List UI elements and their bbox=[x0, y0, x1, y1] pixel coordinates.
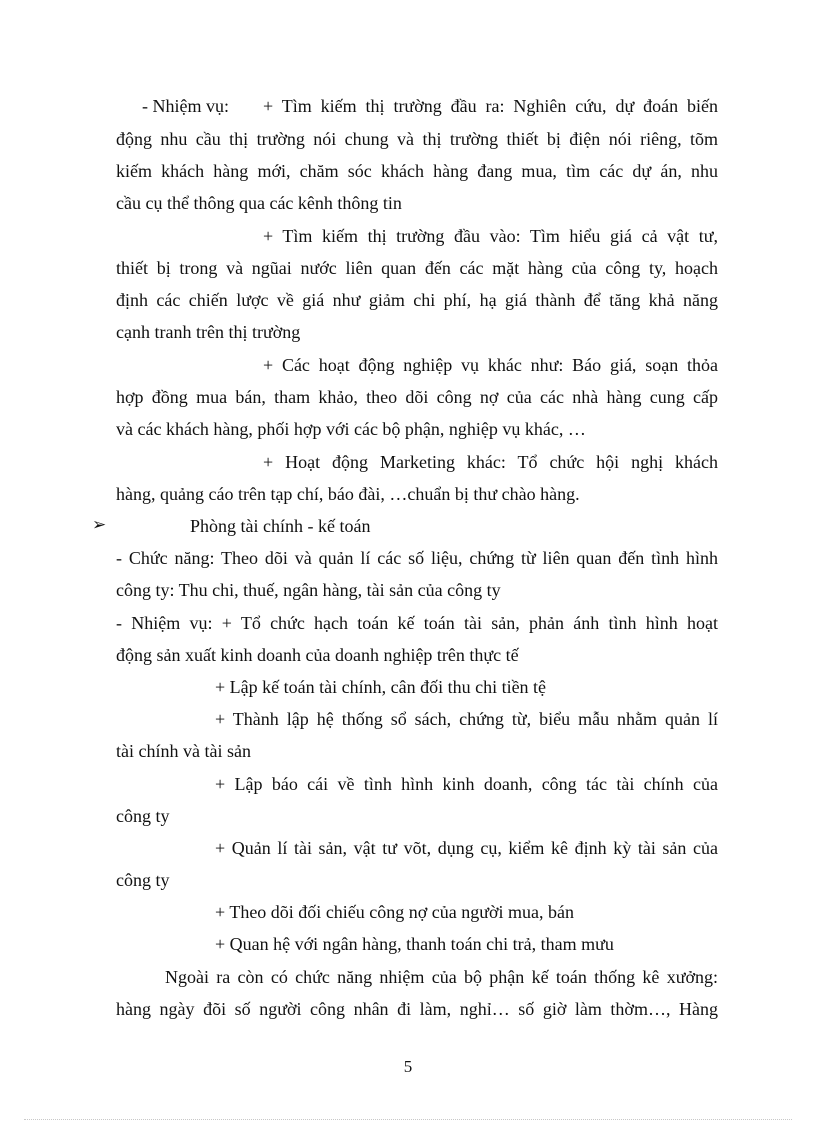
other-operations-task: + Các hoạt động nghiệp vụ khác như: Báo giá, soạn thỏa bbox=[263, 355, 718, 375]
text-line: động nhu cầu thị trường nói chung và thị trường thiết bị điện nói riêng, tõm bbox=[116, 129, 718, 149]
paragraph-line: Ngoài ra còn có chức năng nhiệm của bộ phận kế toán thống kê xưởng: bbox=[165, 967, 718, 987]
output-market-task: + Tìm kiếm thị trường đầu ra: Nghiên cứu, dự đoán biến bbox=[263, 96, 718, 116]
text-line: công ty bbox=[116, 806, 170, 826]
marketing-activity-task: + Hoạt động Marketing khác: Tổ chức hội nghị khách bbox=[263, 452, 718, 472]
finance-task: + Quản lí tài sản, vật tư võt, dụng cụ, kiểm kê định kỳ tài sản của bbox=[215, 838, 718, 858]
paragraph-line: hàng ngày đõi số người công nhân đi làm, nghỉ… số giờ làm thờm…, Hàng bbox=[116, 999, 718, 1019]
text-line: thiết bị trong và ngũai nước liên quan đến các mặt hàng của công ty, hoạch bbox=[116, 258, 718, 278]
text-line: định các chiến lược về giá như giảm chi phí, hạ giá thành để tăng khả năng bbox=[116, 290, 718, 310]
finance-task: + Lập kế toán tài chính, cân đối thu chi tiền tệ bbox=[215, 677, 547, 697]
text-line: động sản xuất kinh doanh của doanh nghiệp trên thực tế bbox=[116, 645, 519, 665]
section-heading: Phòng tài chính - kế toán bbox=[190, 516, 371, 536]
finance-task: - Nhiệm vụ: + Tổ chức hạch toán kế toán tài sản, phản ánh tình hình hoạt bbox=[116, 613, 718, 633]
text-line: công ty bbox=[116, 870, 170, 890]
finance-task: + Thành lập hệ thống sổ sách, chứng từ, biểu mẫu nhằm quản lí bbox=[215, 709, 718, 729]
function-line: công ty: Thu chi, thuế, ngân hàng, tài sản của công ty bbox=[116, 580, 501, 600]
finance-task: + Lập báo cái về tình hình kinh doanh, công tác tài chính của bbox=[215, 774, 718, 794]
text-line: hàng, quảng cáo trên tạp chí, báo đài, …chuẩn bị thư chào hàng. bbox=[116, 484, 580, 504]
arrow-bullet-icon: ➢ bbox=[92, 515, 107, 534]
input-market-task: + Tìm kiếm thị trường đầu vào: Tìm hiểu giá cả vật tư, bbox=[263, 226, 718, 246]
page-bottom-rule bbox=[24, 1119, 792, 1120]
function-line: - Chức năng: Theo dõi và quản lí các số liệu, chứng từ liên quan đến tình hình bbox=[116, 548, 718, 568]
finance-task: + Theo dõi đối chiếu công nợ của người mua, bán bbox=[215, 902, 575, 922]
text-line: hợp đồng mua bán, tham khảo, theo dõi công nợ của các nhà hàng cung cấp bbox=[116, 387, 718, 407]
text-line: và các khách hàng, phối hợp với các bộ phận, nghiệp vụ khác, … bbox=[116, 419, 586, 439]
text-line: tài chính và tài sản bbox=[116, 741, 251, 761]
text-line: cầu cụ thể thông qua các kênh thông tin bbox=[116, 193, 402, 213]
finance-task: + Quan hệ với ngân hàng, thanh toán chi trả, tham mưu bbox=[215, 934, 614, 954]
page-number: 5 bbox=[403, 1057, 413, 1076]
text-line: kiếm khách hàng mới, chăm sóc khách hàng đang mua, tìm các dự án, nhu bbox=[116, 161, 718, 181]
tasks-label: - Nhiệm vụ: bbox=[142, 96, 229, 116]
text-line: cạnh tranh trên thị trường bbox=[116, 322, 301, 342]
